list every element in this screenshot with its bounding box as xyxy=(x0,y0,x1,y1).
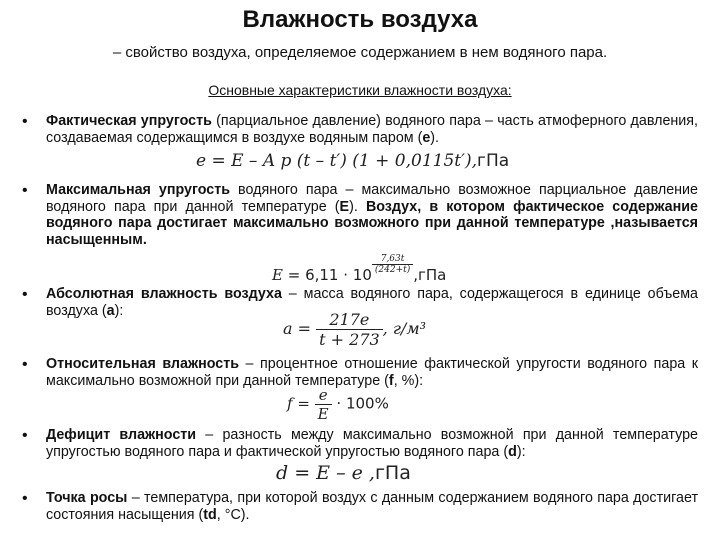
item-term: Относительная влажность xyxy=(46,356,240,372)
formula-lhs: f = xyxy=(287,394,310,413)
formula-unit: ,гПа xyxy=(413,266,447,284)
formula-lhs: d xyxy=(276,462,289,484)
fraction-denominator: E xyxy=(317,405,329,423)
item-term: Фактическая упругость xyxy=(46,113,212,129)
slide-subtitle: – свойство воздуха, определяемое содержанием в нем водяного пара. xyxy=(112,44,608,61)
item-symbol: td xyxy=(203,506,217,523)
formula-unit: , г/м³ xyxy=(382,319,426,338)
item-tail: , °С). xyxy=(216,506,250,523)
formula-absolute-humidity xyxy=(283,310,426,349)
item-text xyxy=(46,356,698,389)
item-text xyxy=(46,490,698,523)
item-term: Абсолютная влажность воздуха xyxy=(46,286,282,302)
item-term: Дефицит влажности xyxy=(46,427,197,443)
item-tail: , %): xyxy=(393,372,424,389)
item-description: – температура, при которой воздух с данным содержанием водяного пара достигает состояния насыщения ( xyxy=(46,490,698,523)
slide-title: Влажность воздуха xyxy=(242,6,478,33)
exponent-numerator: 7,63t xyxy=(372,254,413,265)
item-description: – масса водяного пара, содержащегося в единице объема воздуха ( xyxy=(46,286,699,319)
formula-rhs: = E – e , xyxy=(294,462,375,484)
item-description: – процентное отношение фактической упругости водяного пара к максимально возможной при данной температуре ( xyxy=(46,356,699,389)
formula-fraction xyxy=(315,386,332,423)
formula-lhs: E xyxy=(272,266,283,284)
formula-lhs: e xyxy=(196,151,207,171)
item-tail: ). xyxy=(430,129,440,146)
item-symbol: E xyxy=(339,198,350,215)
formula-lhs: a = xyxy=(283,319,312,338)
item-symbol: f xyxy=(388,372,394,389)
item-term: Точка росы xyxy=(46,490,128,506)
item-description: – разность между максимально возможной при данной температуре упругостью водяного пара и фактической упругостью водяного пара ( xyxy=(46,427,698,460)
bullet-icon: • xyxy=(22,113,28,130)
item-symbol: a xyxy=(106,302,115,319)
formula-max-vapor-pressure xyxy=(272,254,446,284)
fraction-numerator: e xyxy=(315,386,332,405)
bullet-icon: • xyxy=(22,490,28,507)
formula-rhs: = 6,11 · 10 xyxy=(287,266,372,284)
item-tail: ). xyxy=(349,198,366,215)
formula-unit: гПа xyxy=(477,151,510,171)
item-text xyxy=(46,182,698,248)
bullet-icon: • xyxy=(22,356,28,373)
item-description: (парциальное давление) водяного пара – часть атмоферного давления, создаваемая содержащимся в воздухе водяным паром ( xyxy=(46,113,698,146)
item-text xyxy=(46,427,698,460)
item-term: Максимальная упругость xyxy=(46,182,231,198)
formula-fraction xyxy=(316,310,383,349)
item-text xyxy=(46,113,698,146)
exponent-denominator: (242+t) xyxy=(374,265,411,275)
fraction-denominator: t + 273 xyxy=(319,330,380,349)
item-tail: ): xyxy=(114,302,124,319)
item-tail: ): xyxy=(516,443,526,460)
bullet-icon: • xyxy=(22,286,28,303)
section-heading: Основные характеристики влажности воздуха: xyxy=(208,82,512,98)
item-symbol: d xyxy=(508,443,517,460)
formula-unit: гПа xyxy=(374,462,411,484)
formula-unit: · 100% xyxy=(336,394,389,413)
fraction-numerator: 217e xyxy=(316,310,383,330)
item-description: водяного пара – максимально возможное парциальное давление водяного пара при данной температуре ( xyxy=(46,182,698,215)
formula-actual-vapor-pressure xyxy=(196,151,509,171)
bullet-icon: • xyxy=(22,182,28,199)
bullet-icon: • xyxy=(22,427,28,444)
item-bold-tail: Воздух, в котором фактическое содержание водяного пара достигает максимально возможного при данной температуре ,называется насыщенным. xyxy=(46,198,698,248)
formula-humidity-deficit xyxy=(276,462,411,484)
formula-rhs: = E – A p (t – t′) (1 + 0,0115t′), xyxy=(211,151,478,171)
item-symbol: e xyxy=(422,129,431,146)
formula-exponent xyxy=(372,254,413,275)
formula-relative-humidity xyxy=(287,386,389,423)
